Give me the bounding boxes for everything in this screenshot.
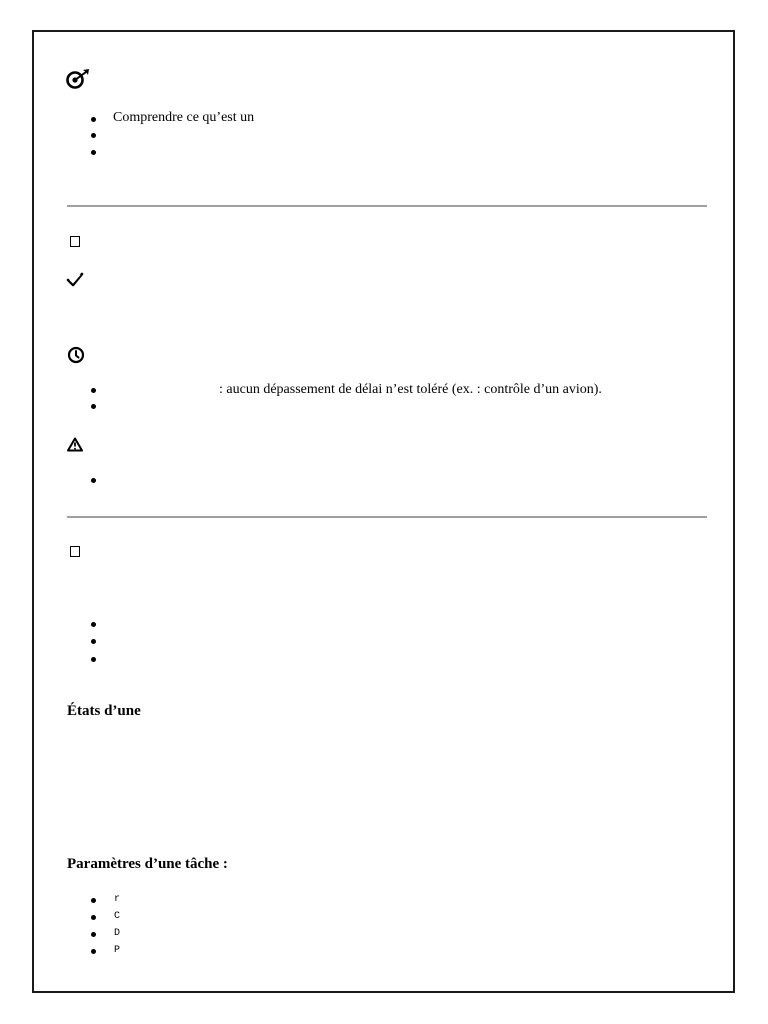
params-heading: Paramètres d’une tâche : (67, 856, 228, 872)
list-bullet (91, 388, 96, 393)
list-bullet (91, 133, 96, 138)
objective-item: Comprendre ce qu’est un (113, 110, 255, 125)
list-bullet (91, 915, 96, 920)
param-item: D (114, 928, 121, 939)
list-bullet (91, 150, 96, 155)
param-item: C (114, 911, 121, 922)
check-icon (66, 272, 84, 288)
realtime-item-text: : aucun dépassement de délai n’est toléré (ex. : contrôle d’un avion). (219, 382, 602, 397)
list-bullet (91, 404, 96, 409)
list-bullet (91, 898, 96, 903)
list-bullet (91, 932, 96, 937)
section-divider (67, 516, 707, 518)
list-bullet (91, 639, 96, 644)
clock-icon (67, 346, 85, 364)
param-item: r (114, 894, 121, 905)
list-bullet (91, 622, 96, 627)
document-page (32, 30, 735, 993)
section-divider (67, 205, 707, 207)
list-bullet (91, 117, 96, 122)
target-icon (66, 68, 92, 90)
warning-icon (67, 437, 83, 452)
states-heading: États d’une (67, 703, 141, 719)
list-bullet (91, 657, 96, 662)
list-bullet (91, 949, 96, 954)
checkbox-icon[interactable] (70, 236, 80, 247)
checkbox-icon[interactable] (70, 546, 80, 557)
list-bullet (91, 478, 96, 483)
param-item: P (114, 945, 121, 956)
